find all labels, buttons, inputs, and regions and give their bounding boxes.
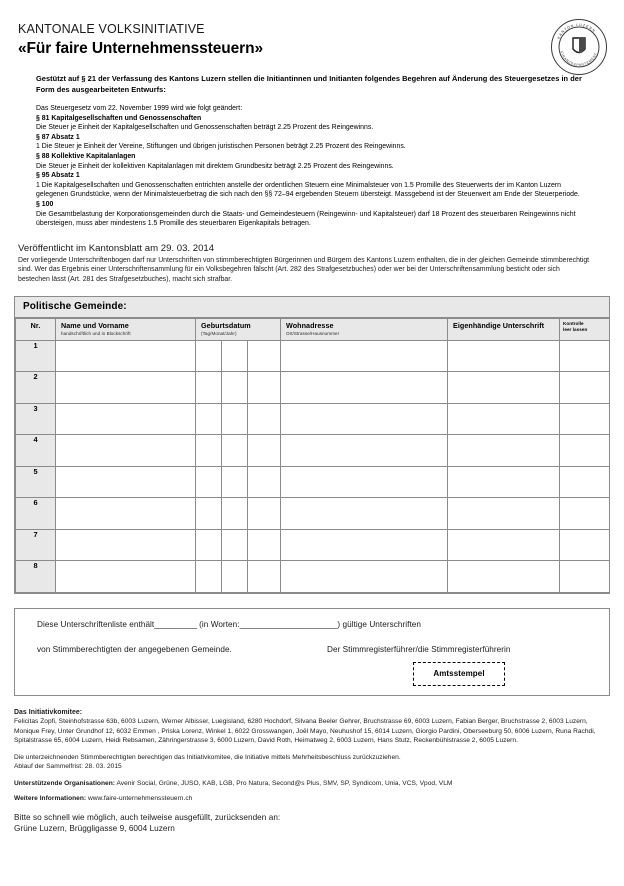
row-number: 7 (16, 529, 56, 561)
cell-signature[interactable] (448, 561, 560, 593)
cell-birth-year[interactable] (248, 340, 281, 372)
cell-birth-day[interactable] (196, 340, 222, 372)
cell-kontrolle (560, 372, 610, 404)
col-header-signature: Eigenhändige Unterschrift (448, 318, 560, 340)
table-row (16, 340, 610, 372)
cell-signature[interactable] (448, 498, 560, 530)
cell-birth-year[interactable] (248, 403, 281, 435)
cell-kontrolle (560, 340, 610, 372)
law-heading-95: § 95 Absatz 1 (36, 172, 80, 180)
row-number: 8 (16, 561, 56, 593)
row-number: 4 (16, 435, 56, 467)
col-header-birthdate: Geburtsdatum (Tag/Monat/Jahr) (196, 318, 281, 340)
cell-name[interactable] (56, 403, 196, 435)
svg-text:KANTON LUZERN: KANTON LUZERN (556, 22, 597, 40)
cell-birth-year[interactable] (248, 466, 281, 498)
law-lead: Das Steuergesetz vom 22. November 1999 wird wie folgt geändert: (36, 105, 243, 112)
table-row (16, 435, 610, 467)
cell-birth-year[interactable] (248, 498, 281, 530)
cell-name[interactable] (56, 498, 196, 530)
committee-heading: Das Initiativkomitee: (14, 708, 83, 716)
declaration-left-text: von Stimmberechtigten der angegebenen Gemeinde. (37, 644, 232, 654)
gemeinde-field-label[interactable]: Politische Gemeinde: (15, 297, 609, 318)
cell-birth-day[interactable] (196, 435, 222, 467)
cell-birth-year[interactable] (248, 372, 281, 404)
cell-birth-year[interactable] (248, 529, 281, 561)
cell-kontrolle (560, 466, 610, 498)
publication-note (18, 242, 592, 284)
row-number: 1 (16, 340, 56, 372)
cell-name[interactable] (56, 372, 196, 404)
count-blank-field[interactable]: __________ (154, 619, 197, 629)
kanton-luzern-seal-icon (550, 18, 608, 76)
declaration-line-1 (37, 619, 587, 631)
cell-birth-month[interactable] (222, 466, 248, 498)
document-header (0, 0, 624, 68)
cell-name[interactable] (56, 435, 196, 467)
table-row (16, 529, 610, 561)
row-number: 5 (16, 466, 56, 498)
law-amendments (36, 104, 592, 229)
info-heading: Weitere Informationen: (14, 794, 87, 802)
row-number: 2 (16, 372, 56, 404)
cell-birth-day[interactable] (196, 529, 222, 561)
cell-signature[interactable] (448, 466, 560, 498)
document-footer (14, 708, 610, 835)
col-header-kontrolle: Kontrolle leer lassen (560, 318, 610, 340)
svg-text:FINANZDEPARTEMENT: FINANZDEPARTEMENT (559, 50, 599, 68)
declaration-box (14, 608, 610, 696)
cell-birth-month[interactable] (222, 435, 248, 467)
law-heading-100: § 100 (36, 200, 54, 208)
supporting-organisations (14, 779, 610, 788)
law-text-81: Die Steuer je Einheit der Kapitalgesellschaften und Genossenschaften beträgt 2.25 Prozent des Reingewinns. (36, 124, 374, 132)
cell-birth-month[interactable] (222, 403, 248, 435)
declaration-text-c: ) gültige Unterschriften (337, 619, 421, 629)
declaration-text-a: Diese Unterschriftenliste enthält (37, 619, 155, 629)
orgs-heading: Unterstützende Organisationen: (14, 780, 115, 788)
cell-kontrolle (560, 561, 610, 593)
cell-kontrolle (560, 529, 610, 561)
withdraw-note: Die unterzeichnenden Stimmberechtigten berechtigen das Initiativkomitee, die Initiative mittels Mehrheitsbeschluss zurückzuziehen. (14, 753, 401, 761)
cell-name[interactable] (56, 561, 196, 593)
col-header-nr: Nr. (16, 318, 56, 340)
cell-birth-month[interactable] (222, 561, 248, 593)
signature-table (15, 318, 610, 593)
cell-birth-day[interactable] (196, 466, 222, 498)
cell-birth-month[interactable] (222, 529, 248, 561)
cell-birth-month[interactable] (222, 372, 248, 404)
cell-address[interactable] (281, 561, 448, 593)
cell-birth-month[interactable] (222, 340, 248, 372)
cell-signature[interactable] (448, 340, 560, 372)
declaration-text-b: (in Worten: (199, 619, 240, 629)
return-instructions (14, 812, 610, 835)
table-header-row (16, 318, 610, 340)
table-row (16, 403, 610, 435)
cell-signature[interactable] (448, 403, 560, 435)
committee-members: Felicitas Zopfi, Steinhofstrasse 63b, 6003 Luzern, Werner Albisser, Luegisland, 6280 Hochdorf, Silvana Beeler Gehrer, Bruchstrasse 69, 6003 Luzern, Fabian Berger, Bruchstrasse 2, 6003 Luzern, Monique Frey, Unter Grundhof 12, 6032 Emmen , Priska Lorenz, Winkel 1, 6022 Grosswangen, Joël Mayo, Neuhushof 15, 6014 Luzern, Giorgio Pardini, Oberseeburg 50, 6006 Luzern, Runa Rachdi, Spitalstrasse 65, 6004 Luzern, Heidi Rebsamen, Zähringerstrasse 3, 6000 Luzern, David Roth, Heimatweg 2, 6003 Luzern, Hans Stutz, Reckenbühlstrasse 2, 6005 Luzern. (14, 718, 596, 744)
table-row (16, 561, 610, 593)
page-title: «Für faire Unternehmenssteuern» (18, 40, 263, 57)
cell-name[interactable] (56, 466, 196, 498)
cell-address[interactable] (281, 403, 448, 435)
cell-birth-day[interactable] (196, 403, 222, 435)
cell-birth-day[interactable] (196, 372, 222, 404)
law-heading-88: § 88 Kollektive Kapitalanlagen (36, 152, 136, 160)
table-row (16, 498, 610, 530)
cell-address[interactable] (281, 372, 448, 404)
cell-kontrolle (560, 435, 610, 467)
cell-name[interactable] (56, 529, 196, 561)
orgs-list: Avenir Social, Grüne, JUSO, KAB, LGB, Pro Natura, Second@s Plus, SMV, SP, Syndicom, Unia, VCS, Vpod, VLM (116, 780, 453, 788)
law-text-100: Die Gesamtbelastung der Korporationsgemeinden durch die Staats- und Gemeindesteuern (Reingewinn- und Kapitalsteuer) darf 18 Prozent des steuerbaren Reingewinns nicht übersteigen, muss aber mindestens 1.5 Promille des steuerbaren Eigenkapitals betragen. (36, 210, 576, 228)
publication-title: Veröffentlicht im Kantonsblatt am 29. 03. 2014 (18, 242, 215, 254)
law-text-88: Die Steuer je Einheit der kollektiven Kapitalanlagen mit direktem Grundbesitz beträgt 2.25 Prozent des Reingewinns. (36, 162, 394, 170)
cell-address[interactable] (281, 340, 448, 372)
amtsstempel-box[interactable] (413, 662, 505, 686)
further-information (14, 794, 610, 803)
cell-address[interactable] (281, 498, 448, 530)
cell-birth-month[interactable] (222, 498, 248, 530)
declaration-line-2 (37, 644, 587, 656)
cell-address[interactable] (281, 529, 448, 561)
return-line-2: Grüne Luzern, Brüggligasse 9, 6004 Luzern (14, 824, 175, 834)
signature-table-body (16, 340, 610, 592)
cell-name[interactable] (56, 340, 196, 372)
count-words-blank-field[interactable]: _______________________ (239, 619, 338, 629)
row-number: 3 (16, 403, 56, 435)
cell-address[interactable] (281, 435, 448, 467)
cell-birth-year[interactable] (248, 561, 281, 593)
collection-deadline: Ablauf der Sammelfrist: 28. 03. 2015 (14, 763, 122, 771)
cell-kontrolle (560, 498, 610, 530)
cell-address[interactable] (281, 466, 448, 498)
cell-signature[interactable] (448, 529, 560, 561)
col-header-name: Name und Vorname handschriftlich und in Blockschrift (56, 318, 196, 340)
law-text-95: 1 Die Kapitalgesellschaften und Genossenschaften entrichten anstelle der ordentlichen Steuern eine Minimalsteuer von 1.5 Promille des Steuerwerts der im Kanton Luzern gelegenen Grundstücke, wenn der Minimalsteuerbetrag die sich nach den §§ 72–94 ergebenden Steuern übersteigt. Massgebend ist der Steuerwert am Ende der Steuerperiode. (36, 181, 580, 199)
cell-birth-year[interactable] (248, 435, 281, 467)
initiative-eyebrow: KANTONALE VOLKSINITIATIVE (18, 22, 205, 36)
table-row (16, 466, 610, 498)
signature-table-box (14, 296, 610, 594)
return-line-1: Bitte so schnell wie möglich, auch teilweise ausgefüllt, zurücksenden an: (14, 812, 281, 822)
law-heading-87: § 87 Absatz 1 (36, 133, 80, 141)
col-header-address: Wohnadresse Ort/Strasse/Hausnummer (281, 318, 448, 340)
table-row (16, 372, 610, 404)
row-number: 6 (16, 498, 56, 530)
cell-birth-day[interactable] (196, 498, 222, 530)
law-text-87: 1 Die Steuer je Einheit der Vereine, Stiftungen und übrigen juristischen Personen beträgt 2.25 Prozent des Reingewinns. (36, 143, 406, 151)
info-url[interactable]: www.faire-unternehmenssteuern.ch (87, 794, 193, 802)
document-body (0, 74, 624, 284)
registrar-label: Der Stimmregisterführer/die Stimmregisterführerin (327, 644, 511, 654)
cell-signature[interactable] (448, 435, 560, 467)
publication-body: Der vorliegende Unterschriftenbogen darf nur Unterschriften von stimmberechtigten Bürgerinnen und Bürgern des Kantons Luzern enthalten, die in der gleichen Gemeinde stimmberechtigt sind. Wer das Ergebnis einer Unterschriftensammlung für ein Volksbegehren fälscht (Art. 282 des Strafgesetzbuches) oder wer bei der Unterschriftensammlung besticht oder sich bestechen lässt (Art. 281 des Strafgesetzbuches), macht sich strafbar. (18, 256, 590, 283)
cell-birth-day[interactable] (196, 561, 222, 593)
cell-signature[interactable] (448, 372, 560, 404)
cell-kontrolle (560, 403, 610, 435)
amtsstempel-label: Amtsstempel (433, 669, 485, 679)
intro-paragraph: Gestützt auf § 21 der Verfassung des Kantons Luzern stellen die Initiantinnen und Initianten folgendes Begehren auf Änderung des Steuergesetzes in der Form des ausgearbeiteten Entwurfs: (36, 74, 582, 94)
law-heading-81: § 81 Kapitalgesellschaften und Genossenschaften (36, 114, 202, 122)
